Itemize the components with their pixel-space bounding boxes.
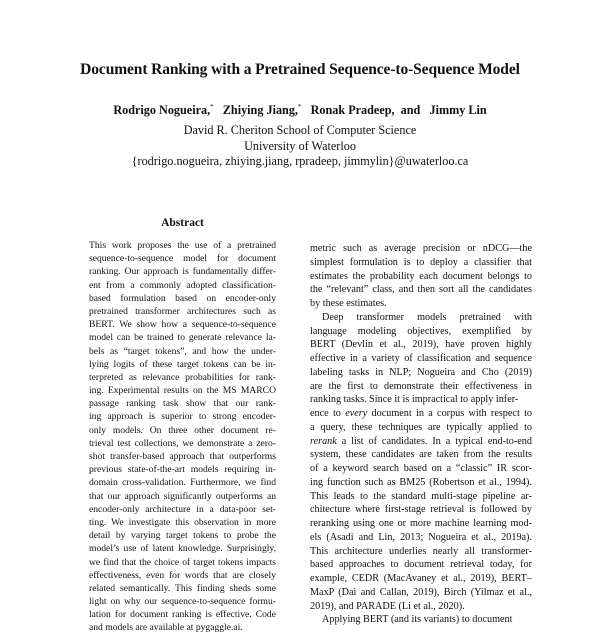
- abstract-text: [89, 239, 276, 635]
- abstract-line: model’s use of latent knowledge. Surprisingly,: [89, 543, 276, 555]
- body-line: ing function such as BM25 (Robertson et al., 1994).: [310, 476, 532, 488]
- author-3: Ronak Pradeep,: [310, 103, 395, 118]
- abstract-line: ranking. Our approach is fundamentally differ-: [89, 266, 276, 278]
- abstract-line: ent from a commonly adopted classification-: [89, 279, 276, 291]
- body-line: simplest formulation is to deploy a classifier that: [310, 256, 532, 268]
- body-line: based approaches to document retrieval today, for: [310, 559, 532, 571]
- body-line: of a keyword search based on a “classic” IR scor-: [310, 463, 532, 474]
- abstract-line: previous state-of-the-art models requiring in-: [89, 464, 276, 476]
- abstract-line: lying logits of these target tokens can be in-: [89, 358, 276, 370]
- body-line: metric such as average precision or nDCG—the: [310, 243, 532, 254]
- abstract-line: that our approach significantly outperforms an: [89, 490, 276, 502]
- abstract-line: lation for document ranking is effective. Code: [89, 609, 276, 621]
- author-2: Zhiying Jiang,*: [222, 103, 302, 118]
- body-line: estimates the probability each document belongs to: [310, 270, 532, 282]
- body-line: MaxP (Dai and Callan, 2019), Birch (Yilmaz et al.,: [310, 586, 532, 598]
- body-line: example, CEDR (MacAvaney et al., 2019), BERT–: [310, 573, 532, 584]
- affiliation-emails: {rodrigo.nogueira, zhiying.jiang, rpradeep, jimmylin}@uwaterloo.ca: [131, 154, 469, 168]
- abstract-line: effectiveness, even for words that are closely: [89, 569, 276, 581]
- body-line: the “relevant” class, and then sort all the candidates: [310, 284, 532, 296]
- body-line: a query, these techniques are typically applied to: [310, 421, 532, 433]
- body-line: 2019), and PARADE (Li et al., 2020).: [310, 600, 465, 612]
- body-line: els (Asadi and Lin, 2013; Nogueira et al., 2019a).: [310, 531, 532, 543]
- abstract-line: trieval test collections, we demonstrate a zero-: [89, 437, 276, 449]
- author-4: Jimmy Lin: [429, 103, 487, 118]
- abstract-line: light on why our sequence-to-sequence formu-: [89, 596, 276, 608]
- abstract-line: encoder-only architecture in a data-poor set-: [89, 503, 276, 515]
- author-list: [0, 103, 600, 118]
- body-line: This leads to the standard multi-stage pipeline ar-: [310, 490, 532, 502]
- abstract-line: only models. On three other document re-: [89, 424, 276, 436]
- abstract-line: passage ranking task show that our rank-: [89, 398, 276, 410]
- affiliation-school: David R. Cheriton School of Computer Science: [183, 123, 417, 137]
- body-line: Deep transformer models pretrained with: [322, 311, 532, 323]
- body-line: labeling tasks in NLP; Nogueira and Cho (2019): [310, 366, 532, 378]
- abstract-line: detail by varying target tokens to probe the: [89, 530, 276, 542]
- body-line: system, these candidates are taken from the results: [310, 449, 532, 461]
- abstract-line: ing. Experimental results on the MS MARCO: [89, 385, 276, 397]
- abstract-line: ting. We investigate this observation in more: [89, 516, 276, 528]
- abstract-line: terpreted as relevance probabilities for rank-: [89, 371, 276, 383]
- abstract-line: ing approach is superior to strong encoder-: [89, 411, 276, 423]
- body-line: Applying BERT (and its variants) to document: [322, 614, 513, 626]
- body-line: effective in a variety of classification and sequence: [310, 353, 532, 364]
- body-line: This architecture underlies nearly all transformer-: [310, 545, 532, 557]
- abstract-line: shot transfer-based approach that outperforms: [89, 451, 276, 462]
- author-1: Rodrigo Nogueira,*: [113, 103, 214, 118]
- body-line: are the first to demonstrate their effectiveness in: [310, 380, 532, 392]
- body-line: chitecture where first-stage retrieval is followed by: [310, 504, 532, 516]
- abstract-line: related semantically. This finding sheds some: [89, 582, 276, 594]
- abstract-line: pretrained transformer architectures such as: [89, 305, 276, 317]
- abstract-line: sequence-to-sequence model for document: [89, 253, 276, 265]
- abstract-line: we find that the choice of target tokens impacts: [89, 556, 276, 568]
- paper-title: Document Ranking with a Pretrained Sequence-to-Sequence Model: [80, 61, 520, 78]
- body-line: reranking using one or more machine learning mod-: [310, 518, 532, 529]
- affiliation-university: University of Waterloo: [244, 139, 356, 153]
- body-text-right-column: [310, 242, 532, 627]
- body-line: language modeling objectives, exemplified by: [310, 325, 532, 337]
- abstract-heading: Abstract: [161, 217, 204, 229]
- body-line: ranking tasks. Since it is impractical to apply infer-: [310, 394, 519, 406]
- abstract-line: This work proposes the use of a pretrained: [89, 240, 276, 251]
- abstract-line: bels as “target tokens”, and how the under-: [89, 345, 276, 357]
- body-line: by these estimates.: [310, 298, 387, 309]
- abstract-line: domain cross-validation. Furthermore, we find: [89, 477, 276, 489]
- abstract-line: model can be trained to generate relevance la-: [89, 332, 276, 344]
- abstract-line: and models are available at pygaggle.ai.: [89, 622, 243, 634]
- body-line: ence to every document in a corpus with respect to: [310, 408, 532, 419]
- abstract-line: based formulation based on encoder-only: [89, 292, 276, 304]
- author-conjunction: and: [400, 103, 421, 118]
- body-line: BERT (Devlin et al., 2019), have proven highly: [310, 339, 532, 351]
- body-line: rerank a list of candidates. In a typical end-to-end: [310, 435, 532, 447]
- abstract-line: BERT. We show how a sequence-to-sequence: [89, 319, 276, 331]
